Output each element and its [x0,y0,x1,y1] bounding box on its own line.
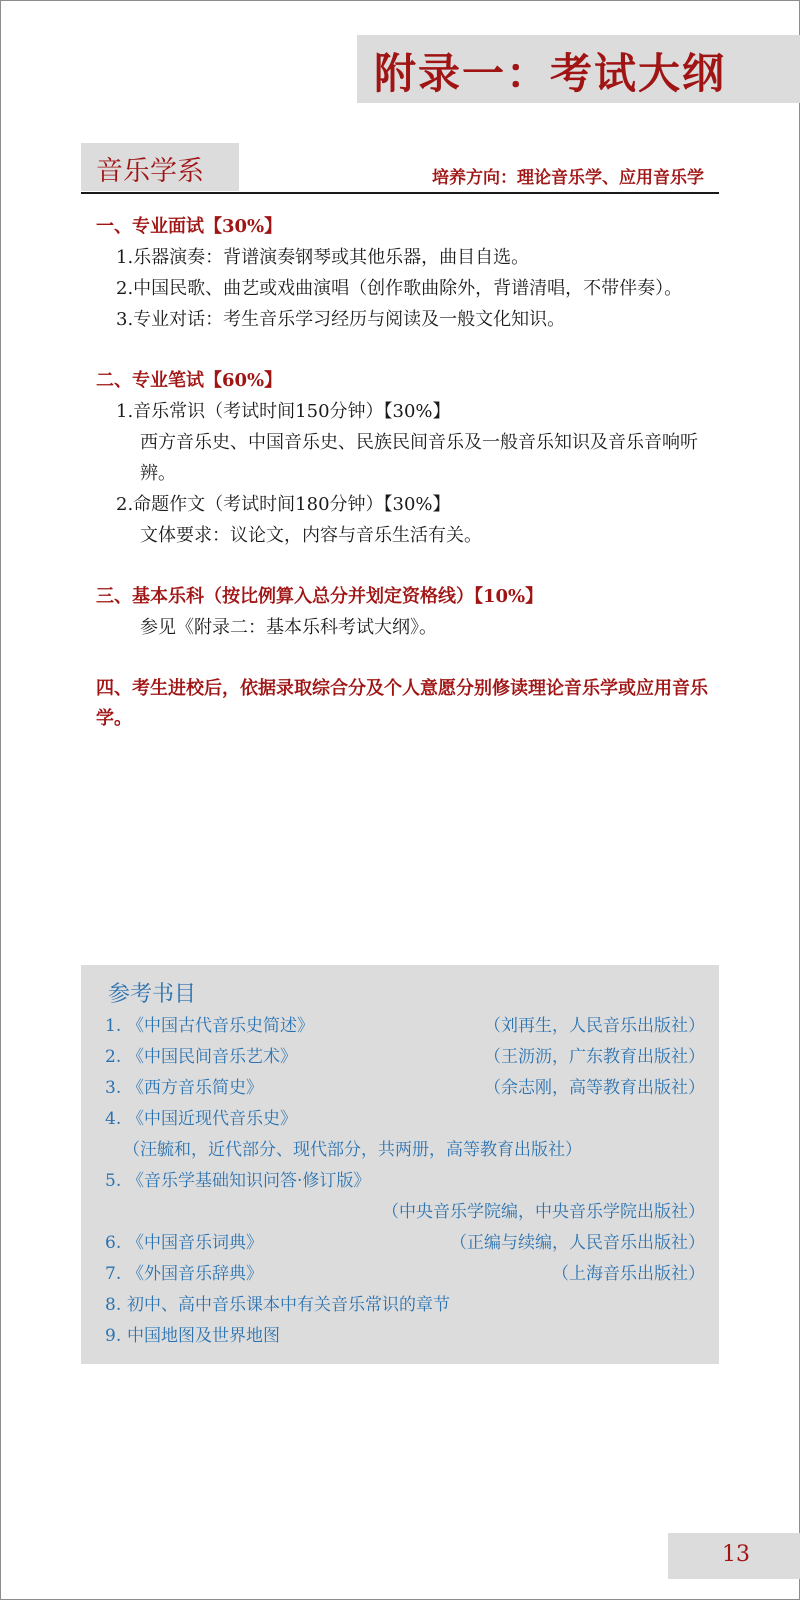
page-number-badge [668,1533,800,1579]
reference-publisher: （正编与续编，人民音乐出版社） [450,1233,705,1253]
reference-item: 1. 《中国古代音乐史简述》 （刘再生，人民音乐出版社） [105,1011,705,1042]
reference-title: 《外国音乐辞典》 [127,1264,263,1284]
header-banner [357,35,800,103]
reference-title: 《西方音乐简史》 [127,1078,263,1098]
basic-music-detail: 参见《附录二：基本乐科考试大纲》。 [140,617,437,638]
page-title: 附录一：考试大纲 [374,49,727,98]
reference-item: 7. 《外国音乐辞典》 （上海音乐出版社） [105,1259,705,1290]
reference-publisher: （余志刚，高等教育出版社） [484,1078,705,1098]
reference-item: 3. 《西方音乐简史》 （余志刚，高等教育出版社） [105,1073,705,1104]
reference-publisher: （汪毓和，近代部分、现代部分，共两册，高等教育出版社） [123,1140,582,1160]
reference-item: 2. 《中国民间音乐艺术》 （王沥沥，广东教育出版社） [105,1042,705,1073]
interview-item: 1.乐器演奏：背谱演奏钢琴或其他乐器，曲目自选。 [116,247,530,268]
reference-publisher: （刘再生，人民音乐出版社） [484,1016,705,1036]
header-divider [81,192,719,194]
reference-item: 5. 《音乐学基础知识问答·修订版》 [105,1166,705,1197]
page-number: 13 [722,1542,750,1567]
exam-outline [96,212,716,734]
reference-item-publisher-line [105,1197,705,1228]
reference-publisher: （中央音乐学院编，中央音乐学院出版社） [382,1202,705,1222]
training-direction: 培养方向：理论音乐学、应用音乐学 [432,168,704,188]
reference-item: 4. 《中国近现代音乐史》 [105,1104,705,1135]
reference-item: 9. 中国地图及世界地图 [105,1321,705,1352]
reference-publisher: （王沥沥，广东教育出版社） [484,1047,705,1067]
reference-title: 《中国民间音乐艺术》 [127,1047,297,1067]
reference-item: 8. 初中、高中音乐课本中有关音乐常识的章节 [105,1290,705,1321]
written-item-detail: 文体要求：议论文，内容与音乐生活有关。 [140,525,482,546]
written-item: 2.命题作文（考试时间180分钟）【30%】 [116,494,451,515]
reference-title: 《中国音乐词典》 [127,1233,263,1253]
reference-books-panel [81,965,719,1364]
section-heading-enrollment: 四、考生进校后，依据录取综合分及个人意愿分别修读理论音乐学或应用音乐学。 [96,678,708,729]
section-heading-basic-music: 三、基本乐科（按比例算入总分并划定资格线）【10%】 [96,586,544,607]
reference-publisher: （上海音乐出版社） [552,1264,705,1284]
reference-title: 《音乐学基础知识问答·修订版》 [127,1171,371,1191]
written-item-detail: 西方音乐史、中国音乐史、民族民间音乐及一般音乐知识及音乐音响听辨。 [140,432,698,484]
reference-books-title: 参考书目 [108,982,197,1007]
department-name: 音乐学系 [96,156,204,187]
written-item: 1.音乐常识（考试时间150分钟）【30%】 [116,401,451,422]
section-heading-interview: 一、专业面试【30%】 [96,216,283,237]
interview-item: 3.专业对话：考生音乐学习经历与阅读及一般文化知识。 [116,309,566,330]
reference-title: 初中、高中音乐课本中有关音乐常识的章节 [127,1295,450,1315]
reference-books-list [105,1011,705,1352]
reference-title: 《中国古代音乐史简述》 [127,1016,314,1036]
department-banner [81,143,239,191]
reference-item: 6. 《中国音乐词典》 （正编与续编，人民音乐出版社） [105,1228,705,1259]
reference-title: 《中国近现代音乐史》 [127,1109,297,1129]
reference-title: 中国地图及世界地图 [127,1326,280,1346]
interview-item: 2.中国民歌、曲艺或戏曲演唱（创作歌曲除外，背谱清唱，不带伴奏）。 [116,278,683,299]
section-heading-written: 二、专业笔试【60%】 [96,370,283,391]
reference-item-publisher-line [105,1135,705,1166]
